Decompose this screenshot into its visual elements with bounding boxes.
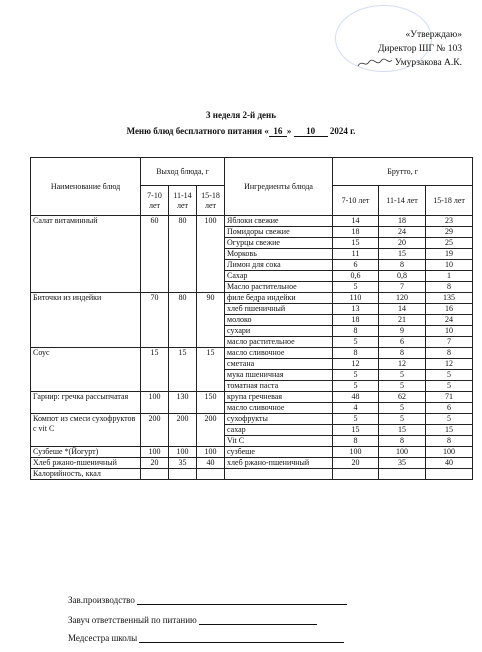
table-row [31,348,473,359]
calories-cell [197,469,225,480]
ingredient-gross: 24 [379,227,426,238]
ingredient-gross: 5 [379,414,426,425]
dish-output: 100 [141,392,169,414]
ingredient-name: Vit C [225,436,333,447]
week-day-title: 3 неделя 2-й день [206,110,276,120]
dish-output: 200 [169,414,197,447]
ingredient-gross: 29 [426,227,473,238]
header-ingredients: Ингредиенты блюда [225,158,333,216]
footer-production: Зав.производство [68,594,347,605]
ingredient-name: Сахар [225,271,333,282]
table-row [31,293,473,304]
ingredient-gross: 62 [379,392,426,403]
calories-cell [333,469,379,480]
ingredient-gross: 12 [426,359,473,370]
ingredient-gross: 5 [426,370,473,381]
ingredient-gross: 25 [426,238,473,249]
ingredient-gross: 15 [333,238,379,249]
ingredient-name: сахар [225,425,333,436]
calories-cell [141,469,169,480]
ingredient-gross: 10 [426,260,473,271]
approval-title: Директор ШГ № 103 [377,44,462,54]
calories-row [31,469,473,480]
ingredient-gross: 18 [379,216,426,227]
header-output: Выход блюда, г [141,158,225,186]
ingredient-gross: 12 [333,359,379,370]
dish-output: 100 [169,447,197,458]
ingredient-name: Яблоки свежие [225,216,333,227]
menu-table-body [31,216,473,480]
ingredient-gross: 0,8 [379,271,426,282]
menu-table [30,157,473,480]
ingredient-gross: 23 [426,216,473,227]
ingredient-gross: 9 [379,326,426,337]
ingredient-gross: 15 [379,425,426,436]
production-signature-line [137,594,347,605]
ingredient-name: Масло растительное [225,282,333,293]
dish-name: Компот из смеси сухофруктов с vit C [31,414,141,447]
ingredient-gross: 15 [379,249,426,260]
ingredient-gross: 5 [426,381,473,392]
ingredient-name: крупа гречневая [225,392,333,403]
ingredient-gross: 7 [379,282,426,293]
ingredient-name: молоко [225,315,333,326]
ingredient-gross: 8 [379,348,426,359]
dish-output: 80 [169,216,197,293]
dish-name: Гарнир: гречка рассыпчатая [31,392,141,414]
ingredient-gross: 8 [426,436,473,447]
ingredient-gross: 71 [426,392,473,403]
ingredient-name: Морковь [225,249,333,260]
ingredient-gross: 11 [333,249,379,260]
ingredient-gross: 100 [333,447,379,458]
ingredient-gross: 20 [379,238,426,249]
ingredient-gross: 35 [379,458,426,469]
ingredient-gross: 4 [333,403,379,414]
ingredient-name: сметана [225,359,333,370]
header-dish-name: Наименование блюд [31,158,141,216]
ingredient-name: томатная паста [225,381,333,392]
ingredient-gross: 10 [426,326,473,337]
menu-month: 10 [294,126,328,137]
header-age-15-18: 15-18 лет [197,186,225,216]
dish-output: 20 [141,458,169,469]
ingredient-gross: 8 [333,348,379,359]
footer-nurse: Медсестра школы [68,632,344,643]
ingredient-gross: 18 [333,227,379,238]
ingredient-gross: 5 [333,381,379,392]
ingredient-gross: 1 [426,271,473,282]
ingredient-name: сухари [225,326,333,337]
ingredient-gross: 5 [379,381,426,392]
ingredient-name: масло растительное [225,337,333,348]
header-gross-age-15-18: 15-18 лет [426,186,473,216]
ingredient-gross: 21 [379,315,426,326]
header-age-11-14: 11-14 лет [169,186,197,216]
dish-output: 130 [169,392,197,414]
ingredient-gross: 5 [333,282,379,293]
dish-output: 35 [169,458,197,469]
dish-output: 60 [141,216,169,293]
dish-output: 200 [197,414,225,447]
dish-output: 40 [197,458,225,469]
ingredient-name: Лимон для сока [225,260,333,271]
ingredient-gross: 8 [426,348,473,359]
approval-heading: «Утверждаю» [405,30,462,40]
ingredient-gross: 6 [333,260,379,271]
ingredient-name: сухофрукты [225,414,333,425]
dish-output: 80 [169,293,197,348]
director-name: Умурзакова А.К. [394,58,462,68]
ingredient-gross: 135 [426,293,473,304]
ingredient-gross: 100 [426,447,473,458]
dish-output: 15 [141,348,169,392]
ingredient-gross: 12 [379,359,426,370]
ingredient-gross: 8 [333,436,379,447]
dish-output: 200 [141,414,169,447]
ingredient-name: масло сливочное [225,403,333,414]
ingredient-gross: 48 [333,392,379,403]
calories-cell [225,469,333,480]
ingredient-name: мука пшеничная [225,370,333,381]
header-gross-age-11-14: 11-14 лет [379,186,426,216]
ingredient-gross: 6 [426,403,473,414]
ingredient-gross: 8 [426,282,473,293]
ingredient-name: Помидоры свежие [225,227,333,238]
ingredient-gross: 100 [379,447,426,458]
ingredient-gross: 8 [333,326,379,337]
ingredient-gross: 18 [333,315,379,326]
ingredient-gross: 110 [333,293,379,304]
calories-cell [379,469,426,480]
ingredient-gross: 5 [379,370,426,381]
table-row [31,414,473,425]
header-gross-age-7-10: 7-10 лет [333,186,379,216]
dish-output: 15 [197,348,225,392]
calories-cell [426,469,473,480]
dish-output: 100 [141,447,169,458]
dish-name: Хлеб ржано-пшеничный [31,458,141,469]
ingredient-name: хлеб пшеничный [225,304,333,315]
ingredient-gross: 5 [333,337,379,348]
header-age-7-10: 7-10 лет [141,186,169,216]
ingredient-gross: 15 [426,425,473,436]
nurse-signature-line [139,632,344,643]
ingredient-gross: 14 [379,304,426,315]
ingredient-name: Огурцы свежие [225,238,333,249]
dish-name: Соус [31,348,141,392]
dish-name: Салат витаминный [31,216,141,293]
footer-responsible: Завуч ответственный по питанию [68,614,317,625]
approval-name-line [272,56,462,70]
dish-name: Биточки из индейки [31,293,141,348]
ingredient-gross: 5 [379,403,426,414]
menu-title: Меню блюд бесплатного питания « 16 » 10 2024 г. [126,126,356,136]
ingredient-gross: 16 [426,304,473,315]
dish-name: Сузбеше *(Йогурт) [31,447,141,458]
director-signature-icon [357,57,393,69]
dish-output: 70 [141,293,169,348]
ingredient-gross: 40 [426,458,473,469]
table-row [31,458,473,469]
ingredient-gross: 8 [379,436,426,447]
ingredient-gross: 13 [333,304,379,315]
table-row [31,216,473,227]
approval-block [272,28,462,70]
dish-output: 150 [197,392,225,414]
ingredient-gross: 8 [379,260,426,271]
ingredient-name: сузбеше [225,447,333,458]
ingredient-gross: 120 [379,293,426,304]
responsible-signature-line [199,614,317,625]
ingredient-name: филе бедра индейки [225,293,333,304]
menu-day: 16 [269,126,287,137]
dish-output: 100 [197,216,225,293]
calories-label: Калорийность, ккал [31,469,141,480]
dish-output: 100 [197,447,225,458]
ingredient-gross: 5 [333,414,379,425]
dish-output: 15 [169,348,197,392]
ingredient-gross: 15 [333,425,379,436]
ingredient-gross: 5 [333,370,379,381]
ingredient-name: хлеб ржано-пшеничный [225,458,333,469]
ingredient-gross: 7 [426,337,473,348]
ingredient-gross: 19 [426,249,473,260]
calories-cell [169,469,197,480]
ingredient-name: масло сливочное [225,348,333,359]
ingredient-gross: 5 [426,414,473,425]
ingredient-gross: 6 [379,337,426,348]
ingredient-gross: 14 [333,216,379,227]
ingredient-gross: 20 [333,458,379,469]
table-row [31,392,473,403]
header-gross: Брутто, г [333,158,473,186]
dish-output: 90 [197,293,225,348]
table-row [31,447,473,458]
ingredient-gross: 0,6 [333,271,379,282]
ingredient-gross: 24 [426,315,473,326]
